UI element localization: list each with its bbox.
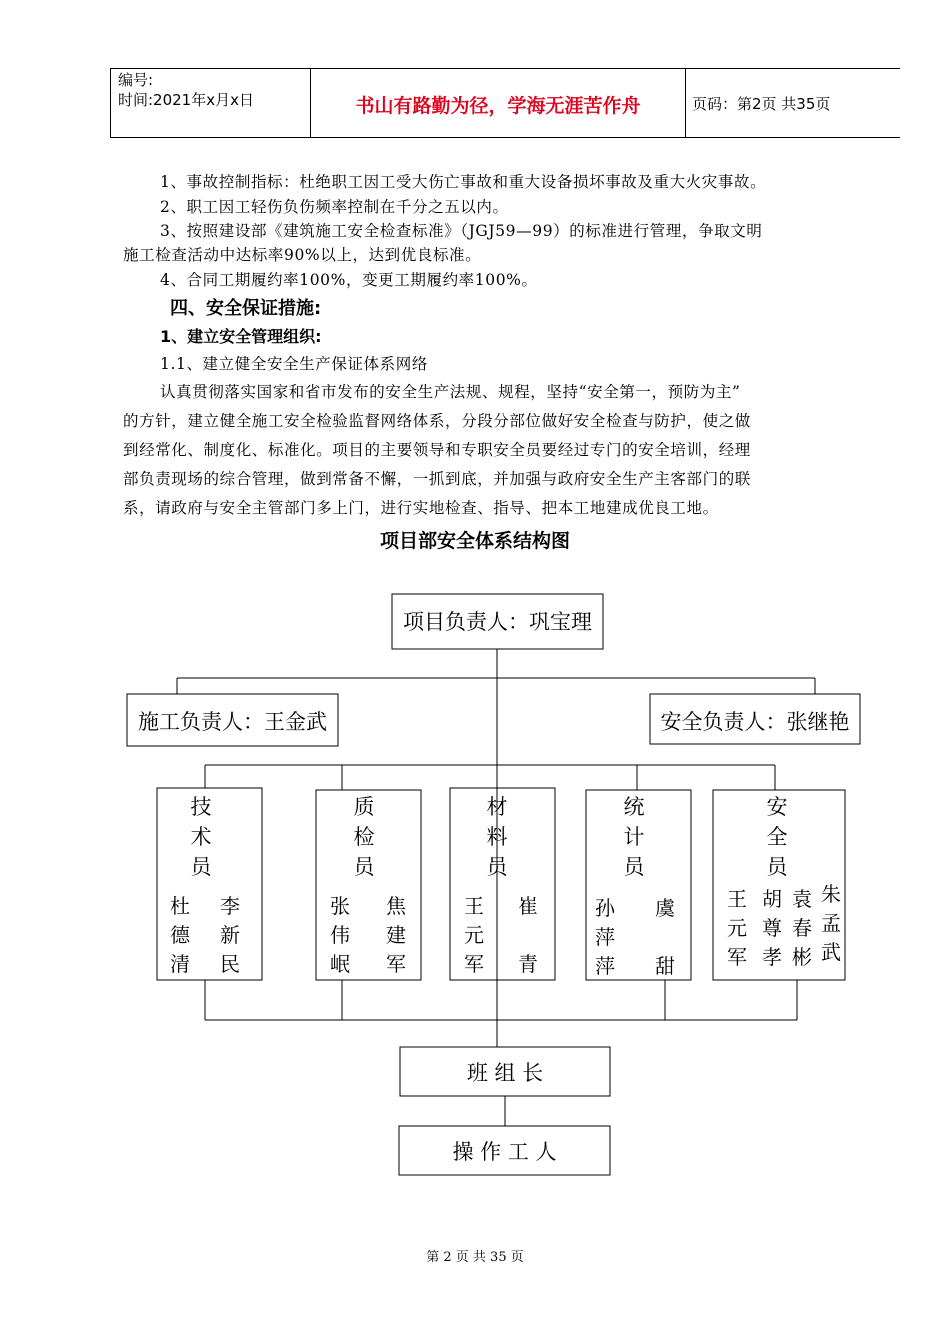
safety-manager-label: 安全负责人：张继艳 [660,710,850,734]
document-number-label: 编号: [118,71,154,89]
page-footer: 第 2 页 共 35 页 [426,1250,524,1265]
staff-name: 焦 建 军 [386,894,406,976]
objective-line: 4、合同工期履约率100%，变更工期履约率100%。 [160,271,538,289]
staff-title: 材 料 员 [486,795,508,879]
staff-title: 技 术 员 [190,795,212,879]
sub-sub-heading: 1.1、建立健全安全生产保证体系网络 [160,355,428,373]
staff-name: 杜 德 清 [170,894,190,976]
objective-line: 施工检查活动中达标率90%以上，达到优良标准。 [123,246,482,264]
workers-label: 操 作 工 人 [452,1140,557,1164]
staff-name: 虞 甜 [655,896,675,978]
staff-title: 质 检 员 [353,795,375,879]
header-page-info: 页码：第2页 共35页 [692,95,831,113]
paragraph-line: 认真贯彻落实国家和省市发布的安全生产法规、规程，坚持“安全第一，预防为主” [160,383,741,401]
objective-line: 2、职工因工轻伤负伤频率控制在千分之五以内。 [160,198,509,216]
staff-name: 孙 萍 萍 [595,896,615,978]
paragraph-line: 系，请政府与安全主管部门多上门，进行实地检查、指导、把本工地建成优良工地。 [123,499,719,517]
team-leader-label: 班 组 长 [466,1061,544,1085]
construction-manager-label: 施工负责人：王金武 [138,710,327,734]
staff-name: 王 元 军 [464,894,484,976]
staff-name: 李 新 民 [220,894,240,976]
paragraph-line: 到经常化、制度化、标准化。项目的主要领导和专职安全员要经过专门的安全培训，经理 [123,441,751,459]
staff-name: 朱 孟 武 [821,882,841,964]
chart-title: 项目部安全体系结构图 [379,530,570,552]
staff-name: 王 元 军 [727,887,747,969]
objective-line: 3、按照建设部《建筑施工安全检查标准》（JGJ59—99）的标准进行管理，争取文明 [160,222,763,240]
staff-name: 崔 青 [518,894,538,976]
staff-name: 张 伟 岷 [330,894,350,976]
project-manager-label: 项目负责人：巩宝理 [403,610,592,634]
document-time: 时间:2021年x月x日 [118,91,254,109]
paragraph-line: 部负责现场的综合管理，做到常备不懈，一抓到底，并加强与政府安全生产主客部门的联 [123,470,751,488]
section-heading: 四、安全保证措施: [170,298,322,319]
objective-line: 1、事故控制指标：杜绝职工因工受大伤亡事故和重大设备损坏事故及重大火灾事故。 [160,173,767,191]
staff-title: 安 全 员 [766,795,788,879]
staff-name: 袁 春 彬 [792,887,812,969]
staff-title: 统 计 员 [623,795,645,879]
header-motto: 书山有路勤为径，学海无涯苦作舟 [355,95,641,117]
staff-name: 胡 尊 孝 [762,887,782,969]
paragraph-line: 的方针，建立健全施工安全检验监督网络体系，分段分部位做好安全检查与防护，使之做 [123,412,751,430]
sub-heading: 1、建立安全管理组织: [160,327,322,346]
